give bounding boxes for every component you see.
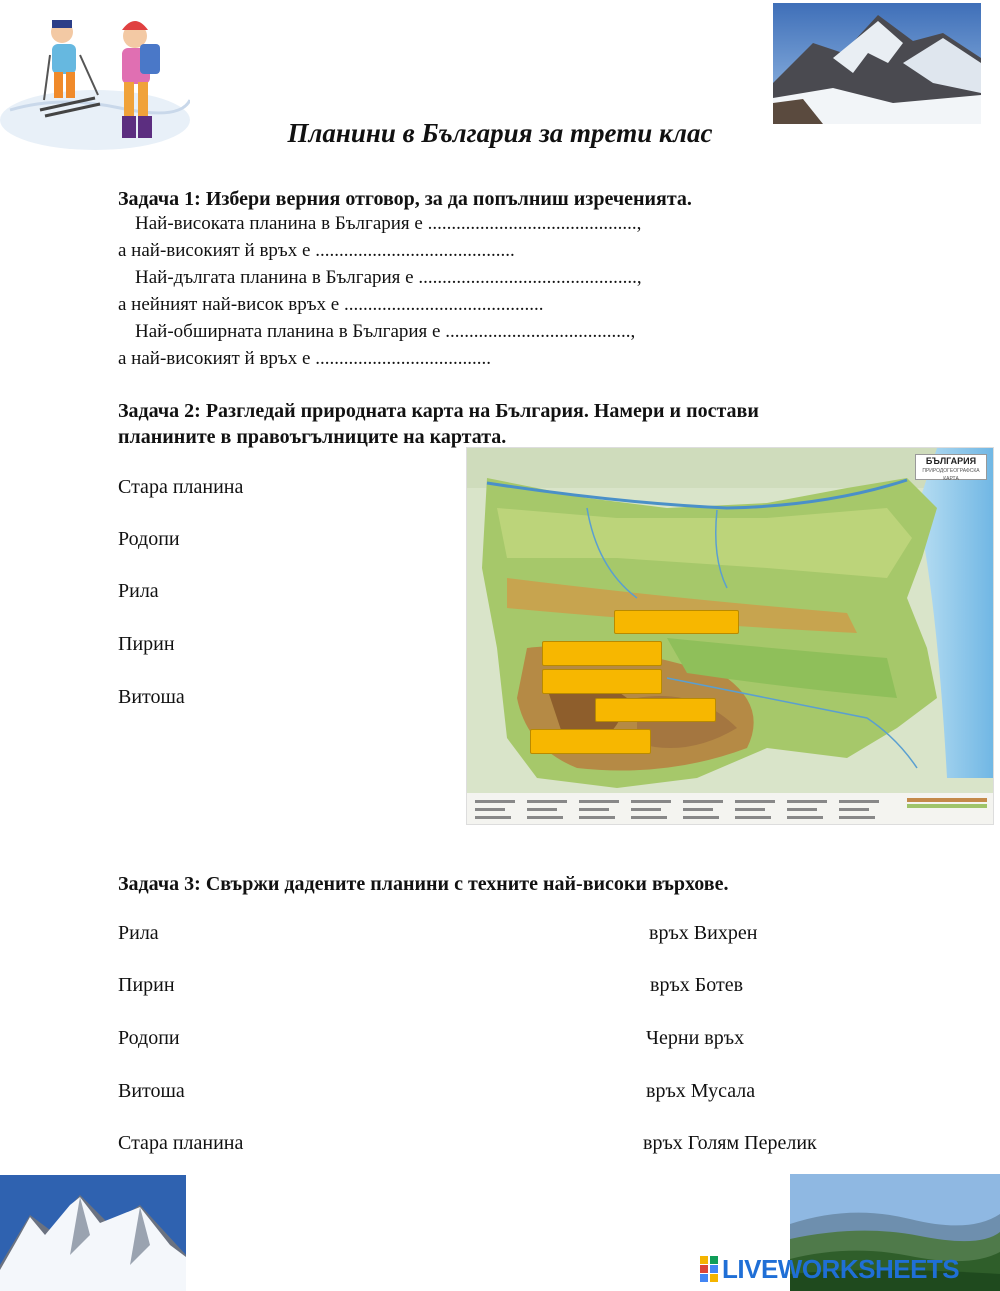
logo-mark-icon	[700, 1256, 718, 1282]
page-title: Планини в България за трети клас	[287, 118, 713, 148]
match-peak[interactable]: Черни връх	[646, 1027, 745, 1049]
drop-box[interactable]	[542, 669, 662, 694]
task1-line: Най-обширната планина в България е .......................................,	[135, 321, 636, 342]
match-mountain[interactable]: Родопи	[118, 1027, 180, 1049]
match-mountain[interactable]: Рила	[118, 922, 159, 944]
match-peak[interactable]: връх Мусала	[646, 1080, 756, 1102]
task1-line: а най-високият й връх е .....................................	[118, 348, 491, 369]
bulgaria-physical-map	[466, 447, 994, 825]
task3-heading: Задача 3: Свържи дадените планини с техните най-високи върхове.	[118, 873, 729, 895]
task1-line: а най-високият й връх е ..........................................	[118, 240, 515, 261]
drop-box[interactable]	[595, 698, 716, 722]
task2-heading-line: планините в правоъгълниците на картата.	[118, 426, 507, 448]
drop-box[interactable]	[542, 641, 662, 666]
liveworksheets-logo	[700, 1254, 1000, 1288]
match-mountain[interactable]: Витоша	[118, 1080, 185, 1102]
match-mountain[interactable]: Пирин	[118, 974, 175, 996]
task1-line: а нейният най-висок връх е ..........................................	[118, 294, 544, 315]
map-title: БЪЛГАРИЯ	[925, 456, 977, 466]
drop-box[interactable]	[530, 729, 651, 754]
match-mountain[interactable]: Стара планина	[118, 1132, 244, 1154]
task2-heading	[118, 398, 759, 450]
drop-box[interactable]	[614, 610, 739, 634]
mountain-photo	[773, 3, 981, 124]
task2-heading-line: Задача 2: Разгледай природната карта на България. Намери и постави	[118, 400, 759, 422]
task1-line: Най-високата планина в България е ............................................,	[135, 213, 642, 234]
match-peak[interactable]: връх Ботев	[650, 974, 744, 996]
snowy-peaks-photo	[0, 1175, 186, 1291]
match-peak[interactable]: връх Голям Перелик	[643, 1132, 817, 1154]
draggable-mountain-label[interactable]: Стара планина	[118, 476, 244, 498]
task1-line: Най-дългата планина в България е ..............................................,	[135, 267, 642, 288]
draggable-mountain-label[interactable]: Пирин	[118, 633, 175, 655]
draggable-mountain-label[interactable]: Витоша	[118, 686, 185, 708]
logo-text: LIVEWORKSHEETS	[722, 1254, 960, 1284]
match-peak[interactable]: връх Вихрен	[649, 922, 758, 944]
map-subtitle: ПРИРОДОГЕОГРАФСКА КАРТА	[922, 468, 980, 482]
draggable-mountain-label[interactable]: Рила	[118, 580, 159, 602]
map-title-box	[915, 454, 987, 480]
task1-heading: Задача 1: Избери верния отговор, за да попълниш изреченията.	[118, 188, 692, 210]
draggable-mountain-label[interactable]: Родопи	[118, 528, 180, 550]
